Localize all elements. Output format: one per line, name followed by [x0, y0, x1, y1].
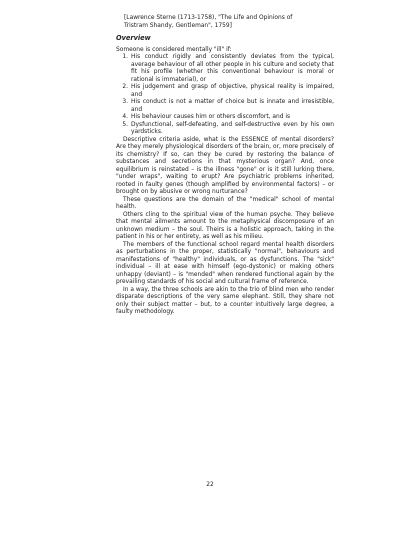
epigraph-citation: [Lawrence Sterne (1713-1758), "The Life and Opinions of Tristram Shandy, Gentleman", 1759] — [124, 15, 293, 29]
list-item-number: 2. — [122, 84, 128, 90]
body-paragraph: In a way, the three schools are akin to the trio of blind men who render disparate descriptions of the very same elephant. Still, they share not only their subject matter – but, to a counter intuitively large degree, a faulty methodology. — [116, 286, 334, 315]
criteria-list — [116, 54, 334, 137]
page-number: 22 — [206, 482, 214, 488]
list-item-text: Dysfunctional, self-defeating, and self-destructive even by his own yardsticks. — [131, 121, 334, 135]
body-paragraph: The members of the functional school regard mental health disorders as perturbations in the proper, statistically "normal", behaviours and manifestations of "healthy" individuals, or as dysfunctions. The "sick" individual – ill at ease with himself (ego-dystonic) or making others unhappy (deviant) – is "mended" when rendered functional again by the prevailing standards of his social and cultural frame of reference. — [116, 241, 334, 285]
body-paragraph: Descriptive criteria aside, what is the ESSENCE of mental disorders? Are they merely physiological disorders of the brain, or, more precisely of its chemistry? If so, can they be cured by restoring the balance of substances and secretions in that mysterious organ? And, once equilibrium is reinstated – is the illness "gone" or is it still lurking there, "under wraps", waiting to erupt? Are psychiatric problems inherited, rooted in faulty genes (though amplified by environmental factors) – or brought on by abusive or wrong nurturance? — [116, 136, 334, 195]
list-item — [116, 54, 334, 84]
intro-sentence: Someone is considered mentally "ill" if: — [116, 46, 232, 53]
page-content — [116, 15, 334, 317]
list-item-text: His conduct is not a matter of choice but is innate and irresistible, and — [131, 99, 334, 113]
list-item — [116, 114, 334, 122]
list-item — [116, 122, 334, 137]
list-item-number: 1. — [122, 54, 128, 60]
list-item-number: 3. — [122, 99, 128, 105]
list-item-text: His judgement and grasp of objective, physical reality is impaired, and — [131, 84, 334, 98]
list-item-text: His conduct rigidly and consistently deviates from the typical, average behaviour of all other people in his culture and society that fit his profile (whether this conventional behaviour is moral or rational is immaterial), or — [131, 54, 334, 83]
list-item-number: 5. — [122, 121, 128, 128]
body-paragraph: These questions are the domain of the "medical" school of mental health. — [116, 196, 334, 210]
list-item — [116, 99, 334, 114]
list-item-text: His behaviour causes him or others discomfort, and is — [131, 114, 291, 120]
list-item — [116, 84, 334, 99]
list-item-number: 4. — [122, 114, 128, 120]
body-paragraph: Others cling to the spiritual view of the human psyche. They believe that mental ailments amount to the metaphysical discomposure of an unknown medium – the soul. Theirs is a holistic approach, taking in the patient in his or her entirety, as well as his milieu. — [116, 211, 334, 240]
section-heading: Overview — [116, 34, 151, 42]
